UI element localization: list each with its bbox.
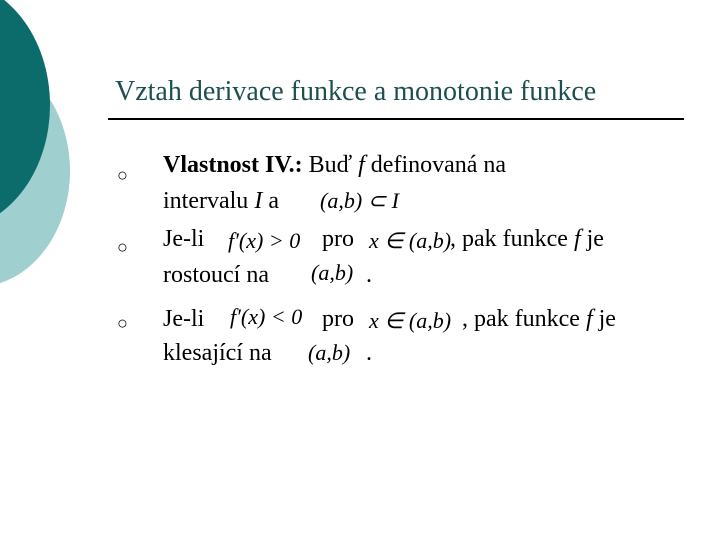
item-2-line-2: rostoucí na [163,262,269,288]
item-1-text-tail: definovaná na [364,152,507,178]
property-label: Vlastnost IV.: [163,152,303,178]
item-2-dot: . [366,262,372,288]
formula-interval: (a,b) [311,260,354,285]
formula-subset: (a,b) ⊂ I [320,188,399,213]
function-symbol: f [358,152,365,178]
formula-interval: (a,b) [308,340,351,365]
slide-title: Vztah derivace funkce a monotonie funkce [115,76,597,107]
bullet-icon: ○ [117,165,128,185]
item-1-line-1 [163,152,506,179]
bullet-icon: ○ [117,313,128,333]
item-2-suffix [450,226,604,253]
function-symbol: f [573,226,581,252]
item-3-suffix-text: , pak funkce [462,306,580,332]
item-3-dot: . [366,340,372,366]
formula-x-in-interval: x ∈ (a,b) [369,308,452,333]
title-underline [108,118,684,120]
item-3-pro: pro [322,306,354,332]
item-3-suffix [462,306,616,333]
item-1-line-2 [163,188,279,215]
formula-derivative-positive: f′(x) > 0 [228,228,301,253]
item-3-prefix: Je-li [163,306,205,332]
item-2-pro: pro [322,226,354,252]
item-2-suffix-text: , pak funkce [450,226,568,252]
item-3-je: je [598,306,616,332]
item-2-prefix: Je-li [163,226,205,252]
conjunction-text: a [262,188,279,214]
item-1-line-2-text: intervalu [163,188,255,214]
function-symbol: f [585,306,593,332]
item-2-je: je [586,226,604,252]
formula-x-in-interval: x ∈ (a,b) [369,228,452,253]
item-1-text: Buď [302,152,359,178]
item-3-line-2: klesající na [163,340,272,366]
formula-derivative-negative: f′(x) < 0 [230,304,303,329]
interval-symbol: I [254,188,263,214]
bullet-icon: ○ [117,237,128,257]
